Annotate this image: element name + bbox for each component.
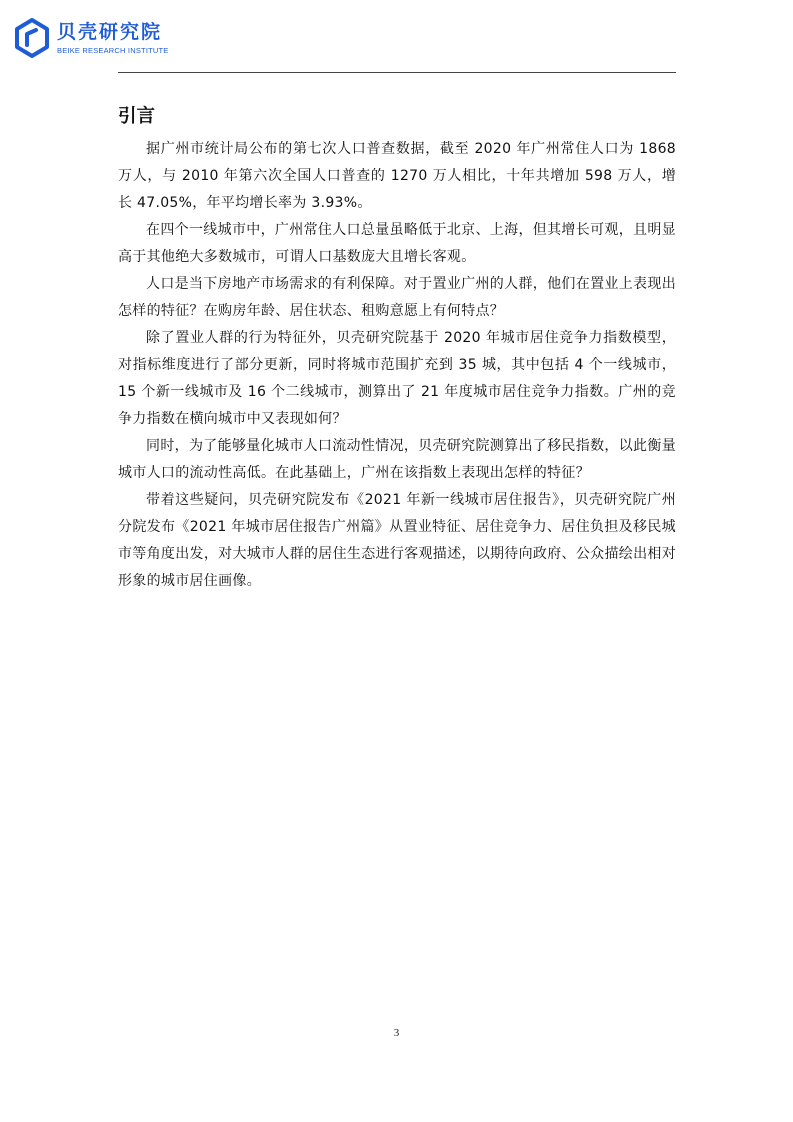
paragraph: 带着这些疑问，贝壳研究院发布《2021 年新一线城市居住报告》，贝壳研究院广州分院发布《2021 年城市居住报告广州篇》从置业特征、居住竞争力、居住负担及移民城市等角度出发，对大城市人群的居住生态进行客观描述，以期待向政府、公众描绘出相对形象的城市居住画像。: [118, 492, 676, 589]
brand-logo: [14, 18, 169, 58]
brand-name-en: BEIKE RESEARCH INSTITUTE: [57, 45, 169, 55]
page-number: 3: [393, 1027, 400, 1039]
paragraph: 据广州市统计局公布的第七次人口普查数据，截至 2020 年广州常住人口为 1868 万人，与 2010 年第六次全国人口普查的 1270 万人相比，十年共增加 598 万人，增长 47.05%，年平均增长率为 3.93%。: [118, 141, 676, 211]
paragraph: 同时，为了能够量化城市人口流动性情况，贝壳研究院测算出了移民指数，以此衡量城市人口的流动性高低。在此基础上，广州在该指数上表现出怎样的特征？: [118, 438, 676, 481]
section-title: 引言: [118, 106, 156, 127]
body-text: [118, 136, 676, 595]
paragraph: 在四个一线城市中，广州常住人口总量虽略低于北京、上海，但其增长可观，且明显高于其他绝大多数城市，可谓人口基数庞大且增长客观。: [118, 222, 676, 265]
header-divider: [118, 72, 676, 73]
paragraph: 除了置业人群的行为特征外，贝壳研究院基于 2020 年城市居住竞争力指数模型，对指标维度进行了部分更新，同时将城市范围扩充到 35 城，其中包括 4 个一线城市，15 个新一线城市及 16 个二线城市，测算出了 21 年度城市居住竞争力指数。广州的竞争力指数在横向城市中又表现如何？: [118, 330, 676, 427]
beike-logo-icon: [14, 18, 50, 58]
brand-name-cn: 贝壳研究院: [57, 20, 163, 43]
paragraph: 人口是当下房地产市场需求的有利保障。对于置业广州的人群，他们在置业上表现出怎样的特征？在购房年龄、居住状态、租购意愿上有何特点？: [118, 276, 676, 319]
brand-wordmark: [57, 21, 169, 56]
